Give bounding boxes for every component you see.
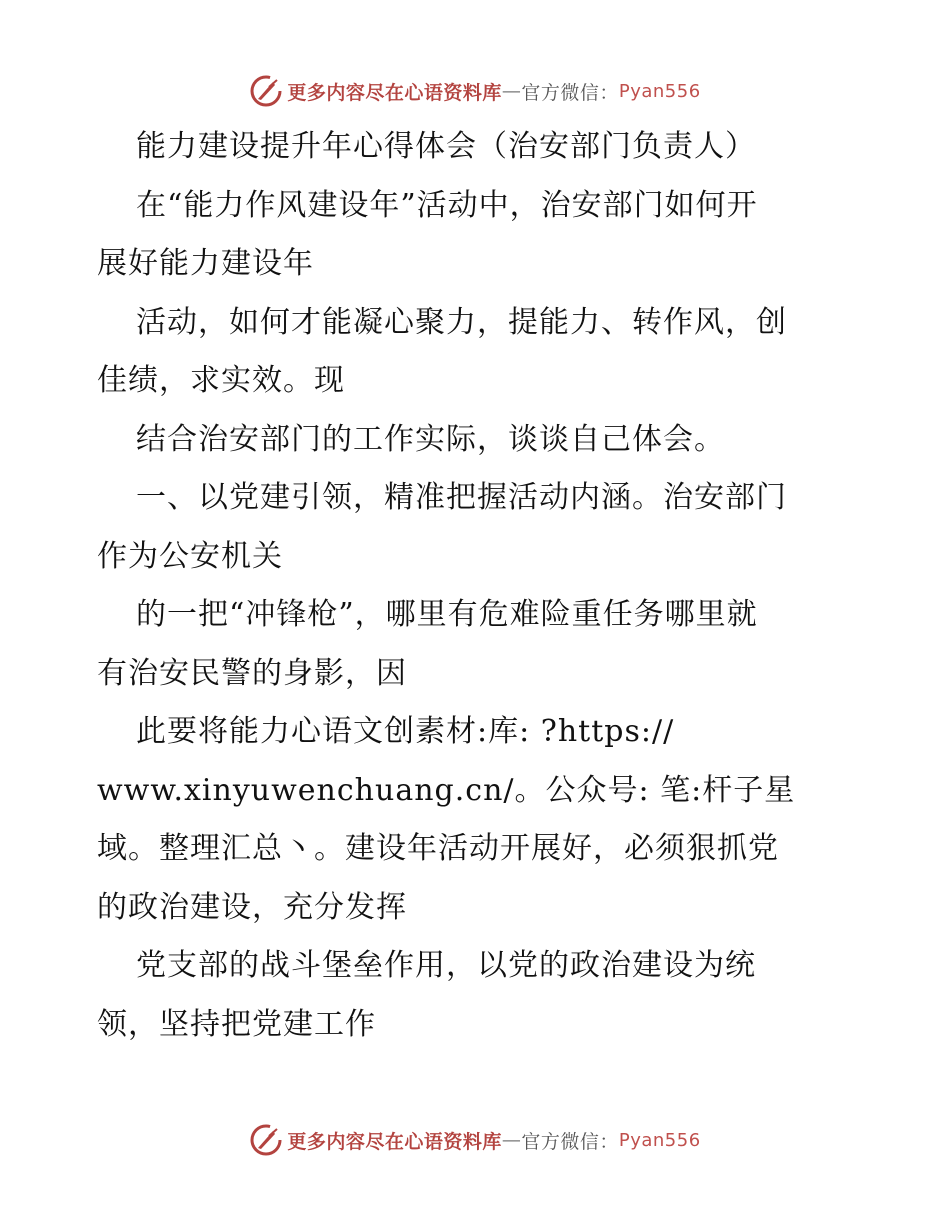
- doc-line: 结合治安部门的工作实际，谈谈自己体会。: [136, 421, 725, 457]
- doc-line: 领，坚持把党建工作: [97, 1006, 376, 1042]
- doc-line: 在“能力作风建设年”活动中，治安部门如何开: [136, 187, 758, 223]
- quill-logo-icon: [249, 74, 283, 108]
- watermark-wechat-label: 官方微信：: [521, 1130, 619, 1153]
- doc-line: 此要将能力心语文创素材:库: ?https://: [136, 714, 675, 749]
- watermark-separator: —: [501, 80, 522, 102]
- doc-line: 的一把“冲锋枪”，哪里有危难险重任务哪里就: [136, 597, 758, 632]
- doc-line: 展好能力建设年: [97, 246, 314, 281]
- watermark-wechat-label: 官方微信：: [521, 81, 619, 104]
- doc-line: 能力建设提升年心得体会（治安部门负责人）: [136, 129, 756, 164]
- doc-line: 域。整理汇总丶。建设年活动开展好，必须狠抓党: [97, 831, 779, 866]
- watermark-wechat-id: Pyan556: [618, 1129, 701, 1151]
- doc-line: 活动，如何才能凝心聚力，提能力、转作风，创: [136, 304, 787, 340]
- doc-line: 作为公安机关: [97, 538, 283, 574]
- doc-line: 的政治建设，充分发挥: [97, 889, 407, 925]
- watermark-wechat-id: Pyan556: [618, 80, 701, 102]
- document-body: [97, 118, 867, 1054]
- doc-line: 有治安民警的身影，因: [97, 655, 407, 691]
- doc-line: 党支部的战斗堡垒作用，以党的政治建设为统: [136, 948, 756, 983]
- doc-line: 佳绩，求实效。现: [97, 363, 345, 398]
- watermark-site-text: 更多内容尽在心语资料库: [287, 81, 502, 104]
- watermark-header: [0, 71, 950, 111]
- watermark-site-text: 更多内容尽在心语资料库: [287, 1130, 502, 1153]
- doc-line: www.xinyuwenchuang.cn/。公众号: 笔:杆子星: [97, 772, 796, 808]
- quill-logo-icon: [249, 1123, 283, 1157]
- watermark-footer: [0, 1120, 950, 1160]
- watermark-separator: —: [501, 1129, 522, 1151]
- doc-line: 一、以党建引领，精准把握活动内涵。治安部门: [136, 480, 787, 515]
